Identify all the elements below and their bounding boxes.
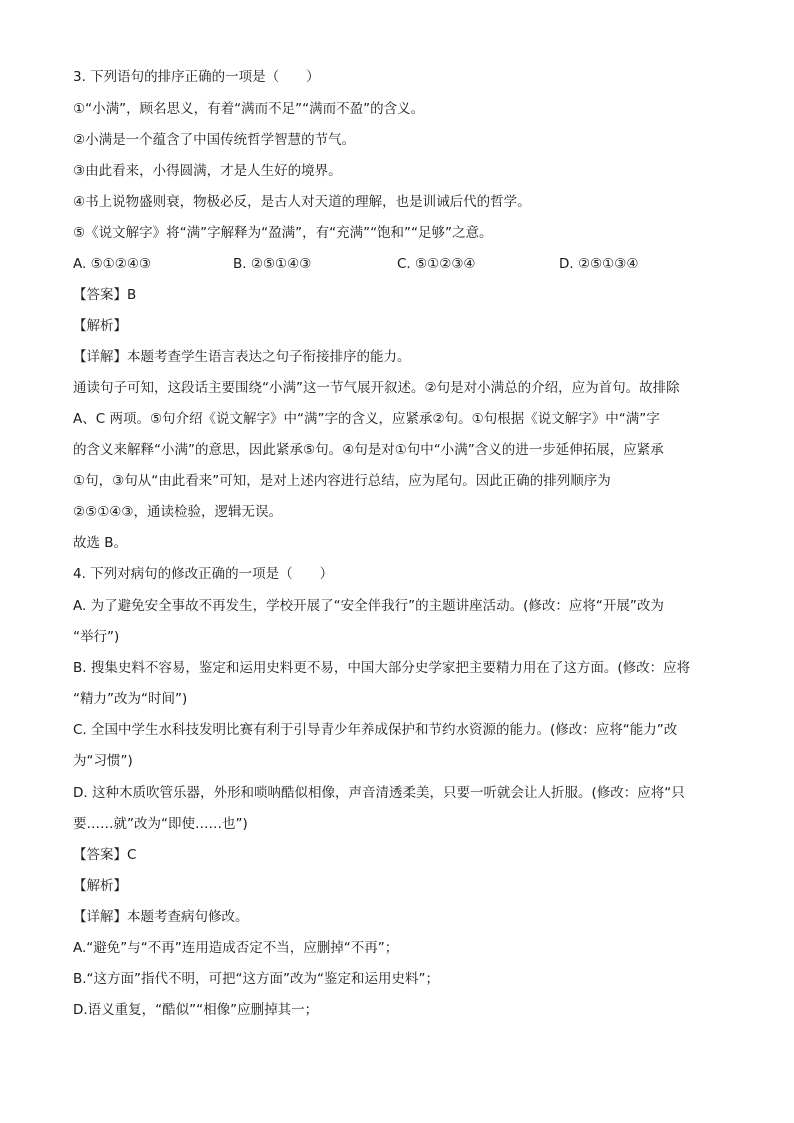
q4-answer-value: C [127,847,137,863]
q3-sentence-5: ⑤《说文解字》将“满”字解释为“盈满”，有“充满”“饱和”“足够”之意。 [73,225,493,241]
q3-explanation-5: ②⑤①④③，通读检验，逻辑无误。 [73,504,283,520]
q4-detail-label: 【详解】 [73,909,127,925]
q3-detail-intro: 本题考查学生语言表达之句子衔接排序的能力。 [127,349,411,365]
q3-detail-line [73,347,723,367]
q3-option-c: C. ⑤①②③④ [397,256,476,272]
q3-sentence-2: ②小满是一个蕴含了中国传统哲学智慧的节气。 [73,132,356,148]
q4-option-c-line-2: 为“习惯”) [73,753,133,769]
q3-explanation-3: 的含义来解释“小满”的意思，因此紧承⑤句。④句是对①句中“小满”含义的进一步延伸拓展，应紧承 [73,442,664,458]
q3-option-d: D. ②⑤①③④ [559,256,639,272]
q4-option-a-line-2: “举行”) [73,629,120,645]
q4-detail-intro: 本题考查病句修改。 [127,909,249,925]
q3-answer-label: 【答案】 [73,287,127,303]
q3-sentence-3: ③由此看来，小得圆满，才是人生好的境界。 [73,163,342,179]
q4-analysis-a: A.“避免”与“不再”连用造成否定不当，应删掉“不再”； [73,940,399,956]
q4-analysis-b: B.“这方面”指代不明，可把“这方面”改为“鉴定和运用史料”； [73,971,440,987]
q3-explanation-2: A、C 两项。⑤句介绍《说文解字》中“满”字的含义，应紧承②句。①句根据《说文解字》中“满”字 [73,411,660,427]
q3-option-a: A. ⑤①②④③ [73,256,152,272]
q3-answer-line [73,285,723,305]
q4-detail-line [73,907,723,927]
q3-stem: 3. 下列语句的排序正确的一项是（ ） [73,69,320,85]
q3-explanation-4: ①句，③句从“由此看来”可知，是对上述内容进行总结，应为尾句。因此正确的排列顺序为 [73,473,611,489]
q3-conclusion: 故选 B。 [73,535,128,551]
q4-option-c-line-1: C. 全国中学生水科技发明比赛有利于引导青少年养成保护和节约水资源的能力。(修改：应将“能力”改 [73,722,678,738]
q3-sentence-1: ①“小满”，顾名思义，有着“满而不足”“满而不盈”的含义。 [73,101,425,117]
q3-answer-value: B [127,287,137,303]
q3-sentence-4: ④书上说物盛则衰，物极必反，是古人对天道的理解，也是训诫后代的哲学。 [73,194,531,210]
q3-detail-label: 【详解】 [73,349,127,365]
q4-analysis-d: D.语义重复，“酷似”“相像”应删掉其一； [73,1002,319,1018]
q4-analysis-label: 【解析】 [73,878,127,894]
q4-option-d-line-1: D. 这种木质吹管乐器，外形和唢呐酷似相像，声音清透柔美，只要一听就会让人折服。(修改：应将“只 [73,785,685,801]
q4-option-b-line-2: “精力”改为“时间”) [73,691,188,707]
q4-answer-line [73,845,723,865]
q4-stem: 4. 下列对病句的修改正确的一项是（ ） [73,566,334,582]
q3-explanation-1: 通读句子可知，这段话主要围绕“小满”这一节气展开叙述。②句是对小满总的介绍，应为首句。故排除 [73,380,680,396]
q4-option-b-line-1: B. 搜集史料不容易，鉴定和运用史料更不易，中国大部分史学家把主要精力用在了这方面。(修改：应将 [73,660,691,676]
q4-option-a-line-1: A. 为了避免安全事故不再发生，学校开展了“安全伴我行”的主题讲座活动。(修改：应将“开展”改为 [73,598,664,614]
q3-option-b: B. ②⑤①④③ [233,256,312,272]
q3-analysis-label: 【解析】 [73,318,127,334]
q4-answer-label: 【答案】 [73,847,127,863]
q4-option-d-line-2: 要……就”改为“即使……也”) [73,816,248,832]
